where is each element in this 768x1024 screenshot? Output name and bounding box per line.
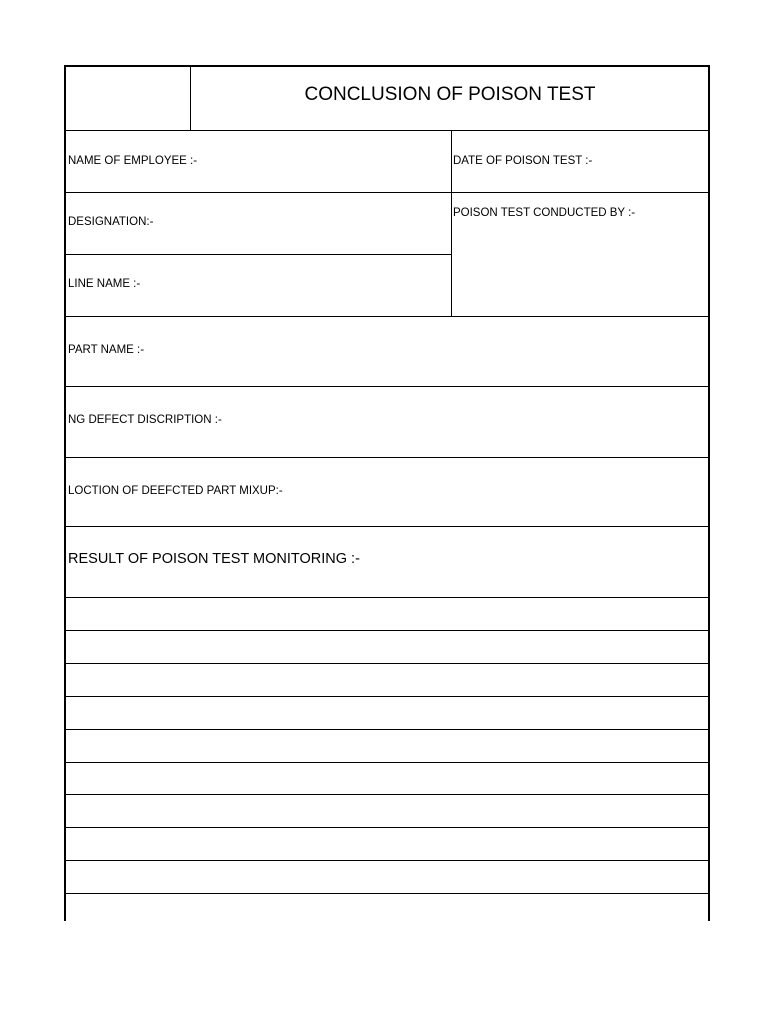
result-line <box>66 827 708 828</box>
location-of-defected-part-label: LOCTION OF DEEFCTED PART MIXUP:- <box>68 485 283 497</box>
line-name-row-divider <box>66 316 708 317</box>
location-row-divider <box>66 526 708 527</box>
name-row-divider <box>66 192 708 193</box>
result-line <box>66 729 708 730</box>
header-divider <box>66 130 708 131</box>
result-heading-divider <box>66 597 708 598</box>
part-name-label: PART NAME :- <box>68 344 145 356</box>
logo-cell <box>66 67 190 130</box>
form-title: CONCLUSION OF POISON TEST <box>304 84 596 105</box>
result-line <box>66 860 708 861</box>
poison-test-form <box>64 65 710 921</box>
result-line <box>66 663 708 664</box>
upper-column-divider <box>451 130 452 316</box>
poison-test-conducted-by-label: POISON TEST CONDUCTED BY :- <box>453 207 636 219</box>
ng-defect-description-label: NG DEFECT DISCRIPTION :- <box>68 414 222 426</box>
result-line <box>66 696 708 697</box>
designation-label: DESIGNATION:- <box>68 216 154 228</box>
line-name-label: LINE NAME :- <box>68 278 141 290</box>
logo-cell-divider <box>190 67 191 130</box>
result-heading: RESULT OF POISON TEST MONITORING :- <box>68 551 360 567</box>
result-line <box>66 794 708 795</box>
ng-defect-row-divider <box>66 457 708 458</box>
part-name-row-divider <box>66 386 708 387</box>
result-line <box>66 630 708 631</box>
date-of-poison-test-label: DATE OF POISON TEST :- <box>453 155 593 167</box>
designation-row-divider <box>66 254 452 255</box>
result-line <box>66 762 708 763</box>
result-line <box>66 893 708 894</box>
name-of-employee-label: NAME OF EMPLOYEE :- <box>68 155 198 167</box>
